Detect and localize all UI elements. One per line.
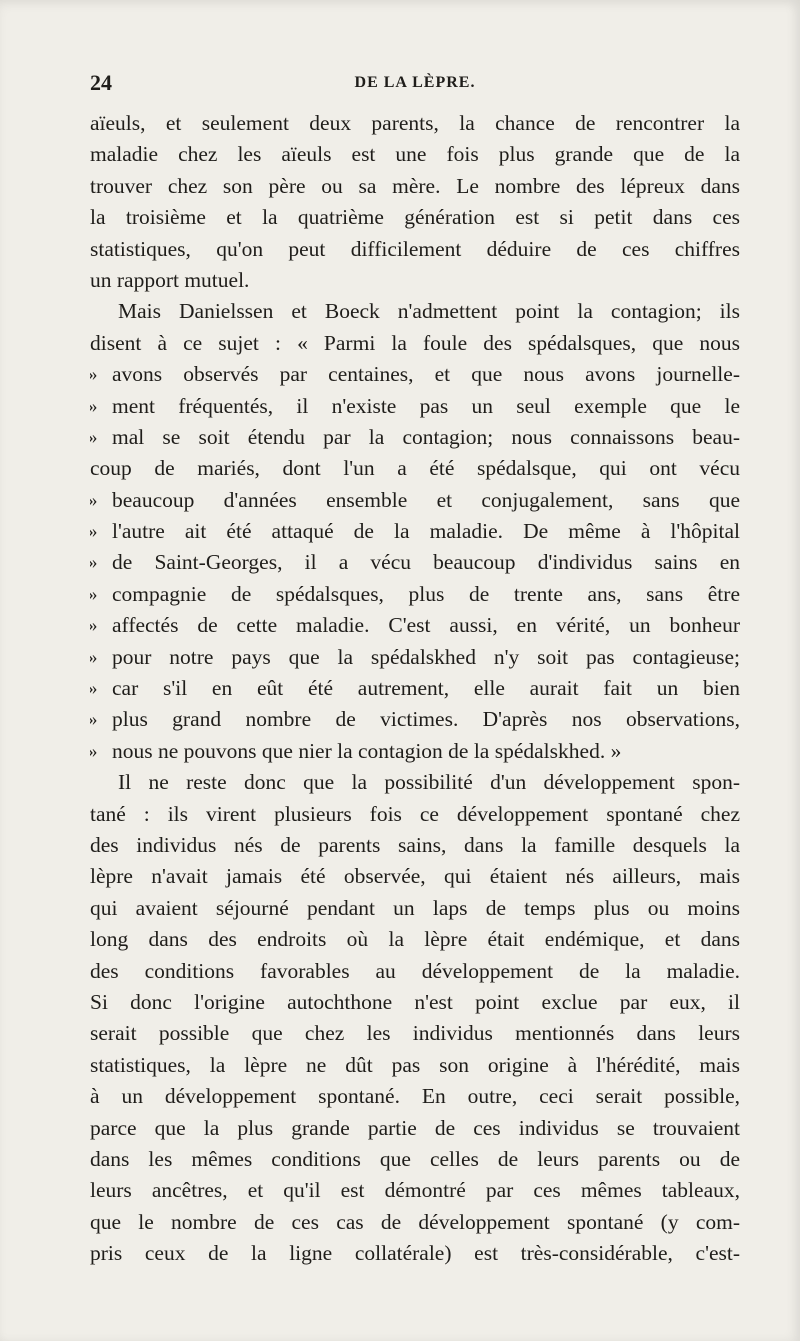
quote-line: » avons observés par centaines, et que nous avons journelle-: [90, 359, 740, 390]
running-head: DE LA LÈPRE.: [354, 74, 476, 91]
quote-line: » nous ne pouvons que nier la contagion de la spédalskhed. »: [90, 736, 740, 767]
page-number: 24: [90, 70, 112, 95]
text-line: coup de mariés, dont l'un a été spédalsque, qui ont vécu: [90, 456, 740, 481]
text-line: Mais Danielssen et Boeck n'admettent point la contagion; ils: [118, 299, 740, 324]
quote-line: » car s'il en eût été autrement, elle aurait fait un bien: [90, 673, 740, 704]
text-line: statistiques, la lèpre ne dût pas son origine à l'hérédité, mais: [90, 1052, 740, 1077]
text-line: disent à ce sujet : « Parmi la foule des spédalsques, que nous: [90, 330, 740, 355]
text-line: serait possible que chez les individus mentionnés dans leurs: [90, 1021, 740, 1046]
text-line: long dans des endroits où la lèpre était endémique, et dans: [90, 927, 740, 952]
quote-line: » ment fréquentés, il n'existe pas un seul exemple que le: [90, 391, 740, 422]
page-body: [90, 108, 740, 1269]
text-line: tané : ils virent plusieurs fois ce développement spontané chez: [90, 801, 740, 826]
text-line: la troisième et la quatrième génération est si petit dans ces: [90, 205, 740, 230]
quote-line: » de Saint-Georges, il a vécu beaucoup d'individus sains en: [90, 547, 740, 578]
text-line: trouver chez son père ou sa mère. Le nombre des lépreux dans: [90, 173, 740, 198]
text-line: Si donc l'origine autochthone n'est point exclue par eux, il: [90, 989, 740, 1014]
text-line: dans les mêmes conditions que celles de leurs parents ou de: [90, 1146, 740, 1171]
text-line: qui avaient séjourné pendant un laps de temps plus ou moins: [90, 895, 740, 920]
text-line: aïeuls, et seulement deux parents, la chance de rencontrer la: [90, 111, 740, 135]
text-line: un rapport mutuel.: [90, 267, 250, 292]
text-line: Il ne reste donc que la possibilité d'un développement spon-: [118, 770, 740, 795]
quote-line: » compagnie de spédalsques, plus de trente ans, sans être: [90, 579, 740, 610]
text-line: à un développement spontané. En outre, ceci serait possible,: [90, 1084, 740, 1109]
text-line: des conditions favorables au développement de la maladie.: [90, 958, 740, 983]
text-line: que le nombre de ces cas de développement spontané (y com-: [90, 1209, 740, 1234]
text-line: parce que la plus grande partie de ces individus se trouvaient: [90, 1115, 740, 1140]
quote-line: » l'autre ait été attaqué de la maladie. De même à l'hôpital: [90, 516, 740, 547]
quote-line: » beaucoup d'années ensemble et conjugalement, sans que: [90, 485, 740, 516]
text-line: lèpre n'avait jamais été observée, qui étaient nés ailleurs, mais: [90, 864, 740, 889]
text-line: maladie chez les aïeuls est une fois plus grande que de la: [90, 142, 740, 167]
page-header: [90, 70, 740, 100]
text-line: des individus nés de parents sains, dans la famille desquels la: [90, 832, 740, 857]
quote-line: » affectés de cette maladie. C'est aussi, en vérité, un bonheur: [90, 610, 740, 641]
text-line: pris ceux de la ligne collatérale) est très-considérable, c'est-: [90, 1241, 740, 1266]
text-line: statistiques, qu'on peut difficilement déduire de ces chiffres: [90, 236, 740, 261]
quote-line: » mal se soit étendu par la contagion; nous connaissons beau-: [90, 422, 740, 453]
quote-line: » plus grand nombre de victimes. D'après nos observations,: [90, 704, 740, 735]
quote-line: » pour notre pays que la spédalskhed n'y soit pas contagieuse;: [90, 642, 740, 673]
text-line: leurs ancêtres, et qu'il est démontré par ces mêmes tableaux,: [90, 1178, 740, 1203]
